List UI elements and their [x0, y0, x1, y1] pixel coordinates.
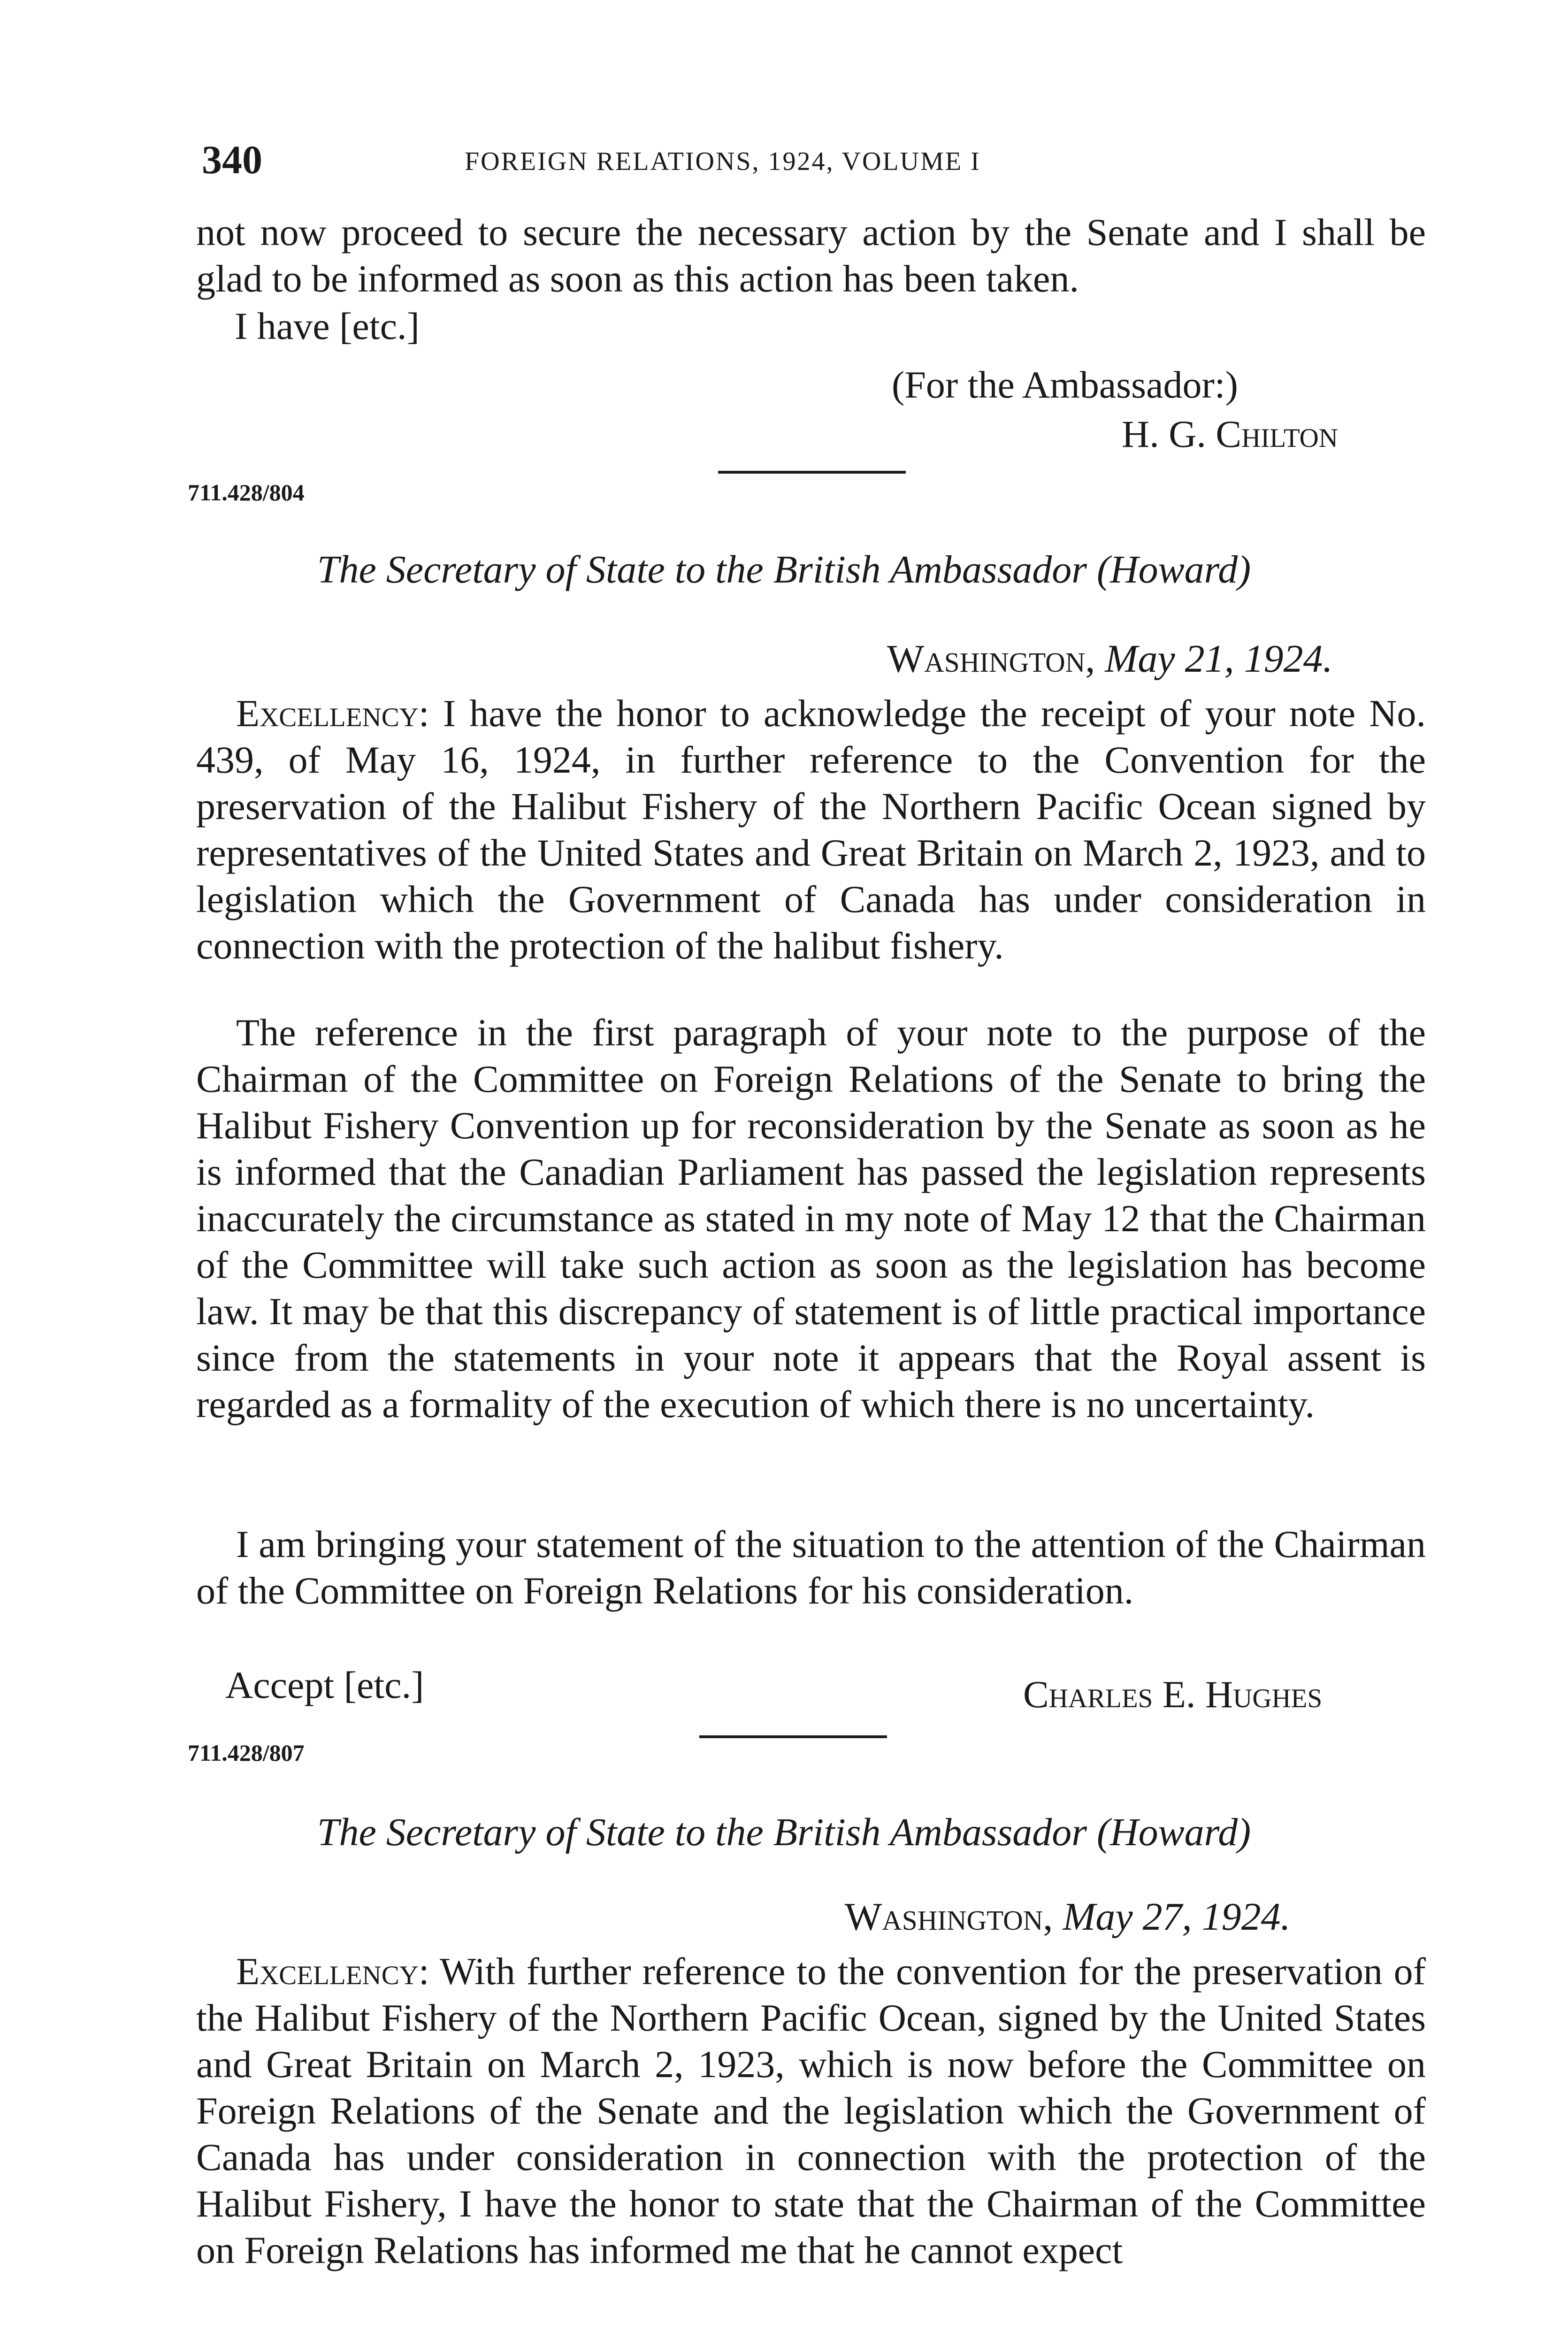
- dateline: [887, 636, 1333, 682]
- signature-hughes: Charles E. Hughes: [1023, 1673, 1323, 1716]
- paragraph-text: I have the honor to acknowledge the receipt of your note No. 439, of May 16, 1924, in further reference to the Convention for the preservation of the Halibut Fishery of the Northern Pacific Ocean signed by representatives of the United States and Great Britain on March 2, 1923, and to legislation which the Government of Canada has under consideration in connection with the protection of the halibut fishery.: [196, 692, 1426, 967]
- file-number: 711.428/804: [188, 479, 305, 506]
- salutation: Excellency:: [236, 1950, 429, 1993]
- dateline: [845, 1894, 1291, 1940]
- page-header: [202, 136, 1431, 188]
- signature-chilton: H. G. Chilton: [1122, 413, 1338, 455]
- continued-paragraph: not now proceed to secure the necessary action by the Senate and I shall be glad to be informed as soon as this action has been taken.: [196, 211, 1426, 300]
- paragraph: [196, 690, 1426, 969]
- paragraph: The reference in the first paragraph of your note to the purpose of the Chairman of the Committee on Foreign Relations of the Senate to bring the Halibut Fishery Convention up for reconsideration by the Senate as soon as he is informed that the Canadian Parliament has passed the legislation represents inaccurately the circumstance as stated in my note of May 12 that the Chairman of the Committee will take such action as soon as the legislation has become law. It may be that this discrepancy of statement is of little practical importance since from the statements in your note it appears that the Royal assent is regarded as a formality of the execution of which there is no uncertainty.: [196, 1011, 1426, 1426]
- dateline-date: May 27, 1924.: [1063, 1895, 1291, 1939]
- page-number: 340: [202, 137, 262, 182]
- dateline-place: Washington,: [845, 1895, 1053, 1939]
- file-number: 711.428/807: [188, 1740, 305, 1766]
- section-divider: [718, 471, 906, 474]
- section-divider: [699, 1735, 887, 1738]
- closing-line: I have [etc.]: [235, 305, 420, 347]
- paragraph: I am bringing your statement of the situation to the attention of the Chairman of the Committee on Foreign Relations for his consideration.: [196, 1523, 1426, 1612]
- running-head: FOREIGN RELATIONS, 1924, VOLUME I: [465, 147, 981, 176]
- paragraph-text: With further reference to the convention for the preservation of the Halibut Fishery of the Northern Pacific Ocean, signed by the United States and Great Britain on March 2, 1923, which is now before the Committee on Foreign Relations of the Senate and the legislation which the Government of Canada has under consideration in connection with the protection of the Halibut Fishery, I have the honor to state that the Chairman of the Committee on Foreign Relations has informed me that he cannot expect: [196, 1950, 1426, 2271]
- document-heading: The Secretary of State to the British Ambassador (Howard): [317, 1810, 1251, 1854]
- salutation: Excellency:: [236, 692, 429, 735]
- document-heading: The Secretary of State to the British Ambassador (Howard): [317, 548, 1251, 591]
- dateline-place: Washington,: [887, 637, 1095, 681]
- closing-line: Accept [etc.]: [225, 1664, 424, 1706]
- for-ambassador-line: (For the Ambassador:): [892, 363, 1238, 406]
- dateline-date: May 21, 1924.: [1105, 637, 1333, 681]
- paragraph: [196, 1948, 1426, 2273]
